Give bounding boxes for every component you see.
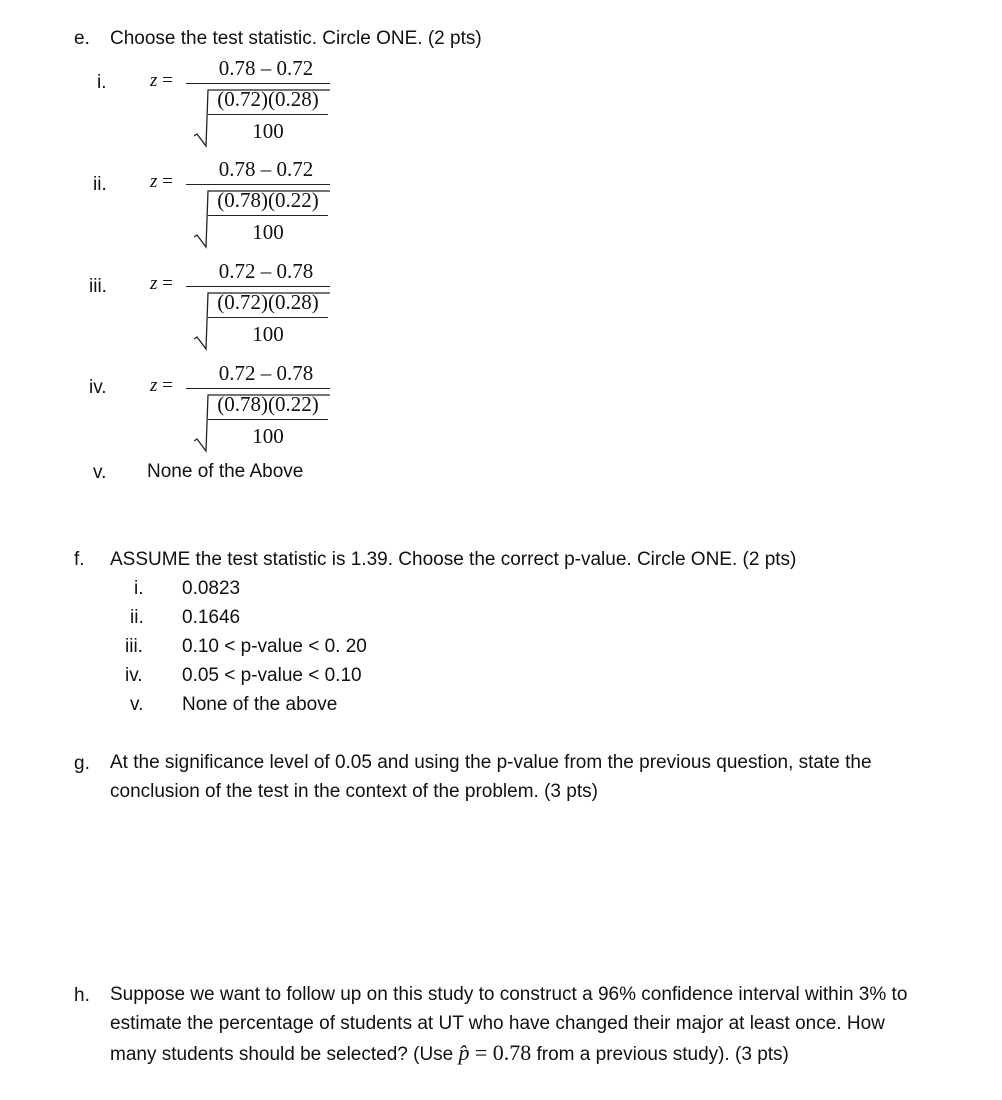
option-f-i-number: i. xyxy=(134,578,144,599)
formula-inner-numerator: (0.72)(0.28) xyxy=(217,290,319,314)
inner-fraction-bar xyxy=(208,317,328,318)
inner-fraction-bar xyxy=(208,419,328,420)
question-h-line-2: estimate the percentage of students at UT who have changed their major at least once. How xyxy=(110,1013,885,1034)
option-f-v-text: None of the above xyxy=(182,694,338,715)
formula-inner-denominator: 100 xyxy=(252,220,284,244)
inner-fraction-bar xyxy=(208,215,328,216)
option-e-v-text: None of the Above xyxy=(147,461,304,482)
option-f-ii-text: 0.1646 xyxy=(182,607,241,628)
option-f-i-text: 0.0823 xyxy=(182,578,241,599)
option-e-i-number: i. xyxy=(97,72,107,93)
option-f-iv-text: 0.05 < p-value < 0.10 xyxy=(182,665,362,686)
p-hat-value: = 0.78 xyxy=(474,1040,532,1065)
question-g-line-2: conclusion of the test in the context of the problem. (3 pts) xyxy=(110,781,598,802)
question-g-line-1: At the significance level of 0.05 and using the p-value from the previous question, state the xyxy=(110,752,872,773)
option-f-v-number: v. xyxy=(130,694,144,715)
question-h-line-3 xyxy=(110,1038,789,1069)
formula-inner-denominator: 100 xyxy=(252,322,284,346)
question-h-letter: h. xyxy=(74,985,90,1006)
question-h-line-3-end: from a previous study). (3 pts) xyxy=(531,1044,789,1065)
option-f-iv-number: iv. xyxy=(125,665,143,686)
formula-z-equals: z = xyxy=(150,375,173,396)
option-f-iii-text: 0.10 < p-value < 0. 20 xyxy=(182,636,367,657)
question-h-line-3-start: many students should be selected? (Use xyxy=(110,1044,459,1065)
option-e-iv-formula xyxy=(150,361,350,453)
question-g-letter: g. xyxy=(74,753,90,774)
question-e-letter: e. xyxy=(74,28,90,49)
formula-numerator: 0.72 – 0.78 xyxy=(218,259,314,283)
option-f-ii-number: ii. xyxy=(130,607,144,628)
question-e-text: Choose the test statistic. Circle ONE. (2 pts) xyxy=(110,28,482,49)
formula-numerator: 0.72 – 0.78 xyxy=(218,361,314,385)
inner-fraction-bar xyxy=(208,114,328,115)
option-e-v-number: v. xyxy=(93,462,107,483)
option-e-iii-formula xyxy=(150,259,350,351)
formula-inner-numerator: (0.78)(0.22) xyxy=(217,392,319,416)
option-e-ii-number: ii. xyxy=(93,174,107,195)
formula-z-equals: z = xyxy=(150,273,173,294)
formula-numerator: 0.78 – 0.72 xyxy=(218,56,314,80)
formula-numerator: 0.78 – 0.72 xyxy=(218,157,314,181)
formula-z-equals: z = xyxy=(150,70,173,91)
option-e-ii-formula xyxy=(150,157,350,249)
formula-inner-denominator: 100 xyxy=(252,424,284,448)
formula-z-equals: z = xyxy=(150,171,173,192)
question-h-line-1: Suppose we want to follow up on this study to construct a 96% confidence interval within 3% to xyxy=(110,984,908,1005)
option-e-i-formula xyxy=(150,56,350,148)
question-f-letter: f. xyxy=(74,549,85,570)
option-e-iii-number: iii. xyxy=(89,276,107,297)
formula-inner-numerator: (0.78)(0.22) xyxy=(217,188,319,212)
option-e-iv-number: iv. xyxy=(89,377,107,398)
question-f-text: ASSUME the test statistic is 1.39. Choose the correct p-value. Circle ONE. (2 pts) xyxy=(110,549,797,570)
formula-inner-denominator: 100 xyxy=(252,119,284,143)
formula-inner-numerator: (0.72)(0.28) xyxy=(217,87,319,111)
option-f-iii-number: iii. xyxy=(125,636,143,657)
p-hat-symbol: p̂ xyxy=(458,1040,470,1065)
